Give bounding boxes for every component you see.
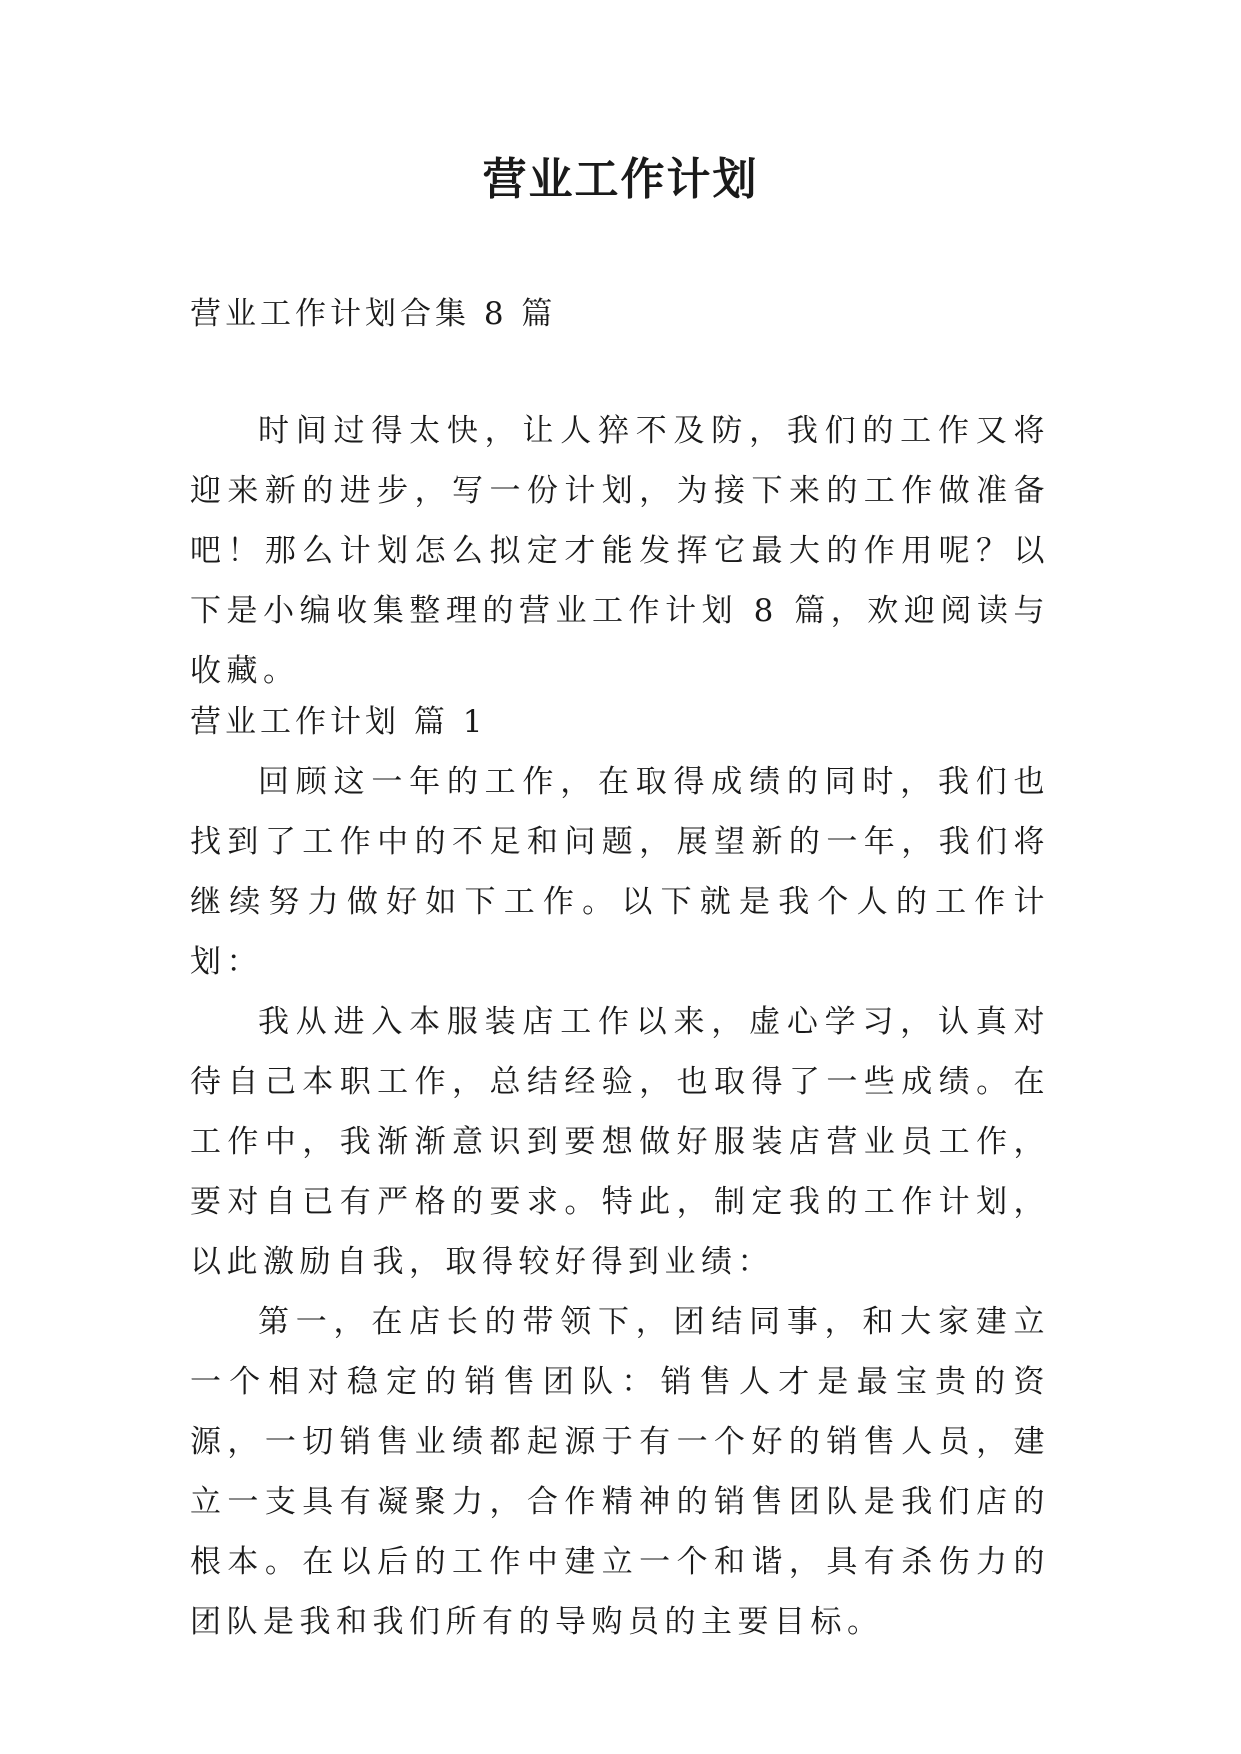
document-title: 营业工作计划 — [482, 154, 759, 205]
section-1 — [190, 692, 1050, 1652]
section-1-paragraph-3: 第一，在店长的带领下，团结同事，和大家建立一个相对稳定的销售团队：销售人才是最宝贵的资源，一切销售业绩都起源于有一个好的销售人员，建立一支具有凝聚力，合作精神的销售团队是我们店的根本。在以后的工作中建立一个和谐，具有杀伤力的团队是我和我们所有的导购员的主要目标。 — [190, 1304, 1050, 1640]
document-subtitle: 营业工作计划合集 8 篇 — [190, 296, 557, 332]
section-1-heading: 营业工作计划 篇 1 — [190, 704, 487, 740]
intro-paragraph: 时间过得太快，让人猝不及防，我们的工作又将迎来新的进步，写一份计划，为接下来的工作做准备吧！那么计划怎么拟定才能发挥它最大的作用呢？以下是小编收集整理的营业工作计划 8 篇，欢迎阅读与收藏。 — [190, 413, 1050, 689]
section-1-paragraph-1: 回顾这一年的工作，在取得成绩的同时，我们也找到了工作中的不足和问题，展望新的一年，我们将继续努力做好如下工作。以下就是我个人的工作计划： — [190, 764, 1050, 980]
section-1-paragraph-2: 我从进入本服装店工作以来，虚心学习，认真对待自己本职工作，总结经验，也取得了一些成绩。在工作中，我渐渐意识到要想做好服装店营业员工作，要对自已有严格的要求。特此，制定我的工作计划，以此激励自我，取得较好得到业绩： — [190, 1004, 1050, 1280]
intro-section — [190, 401, 1050, 701]
